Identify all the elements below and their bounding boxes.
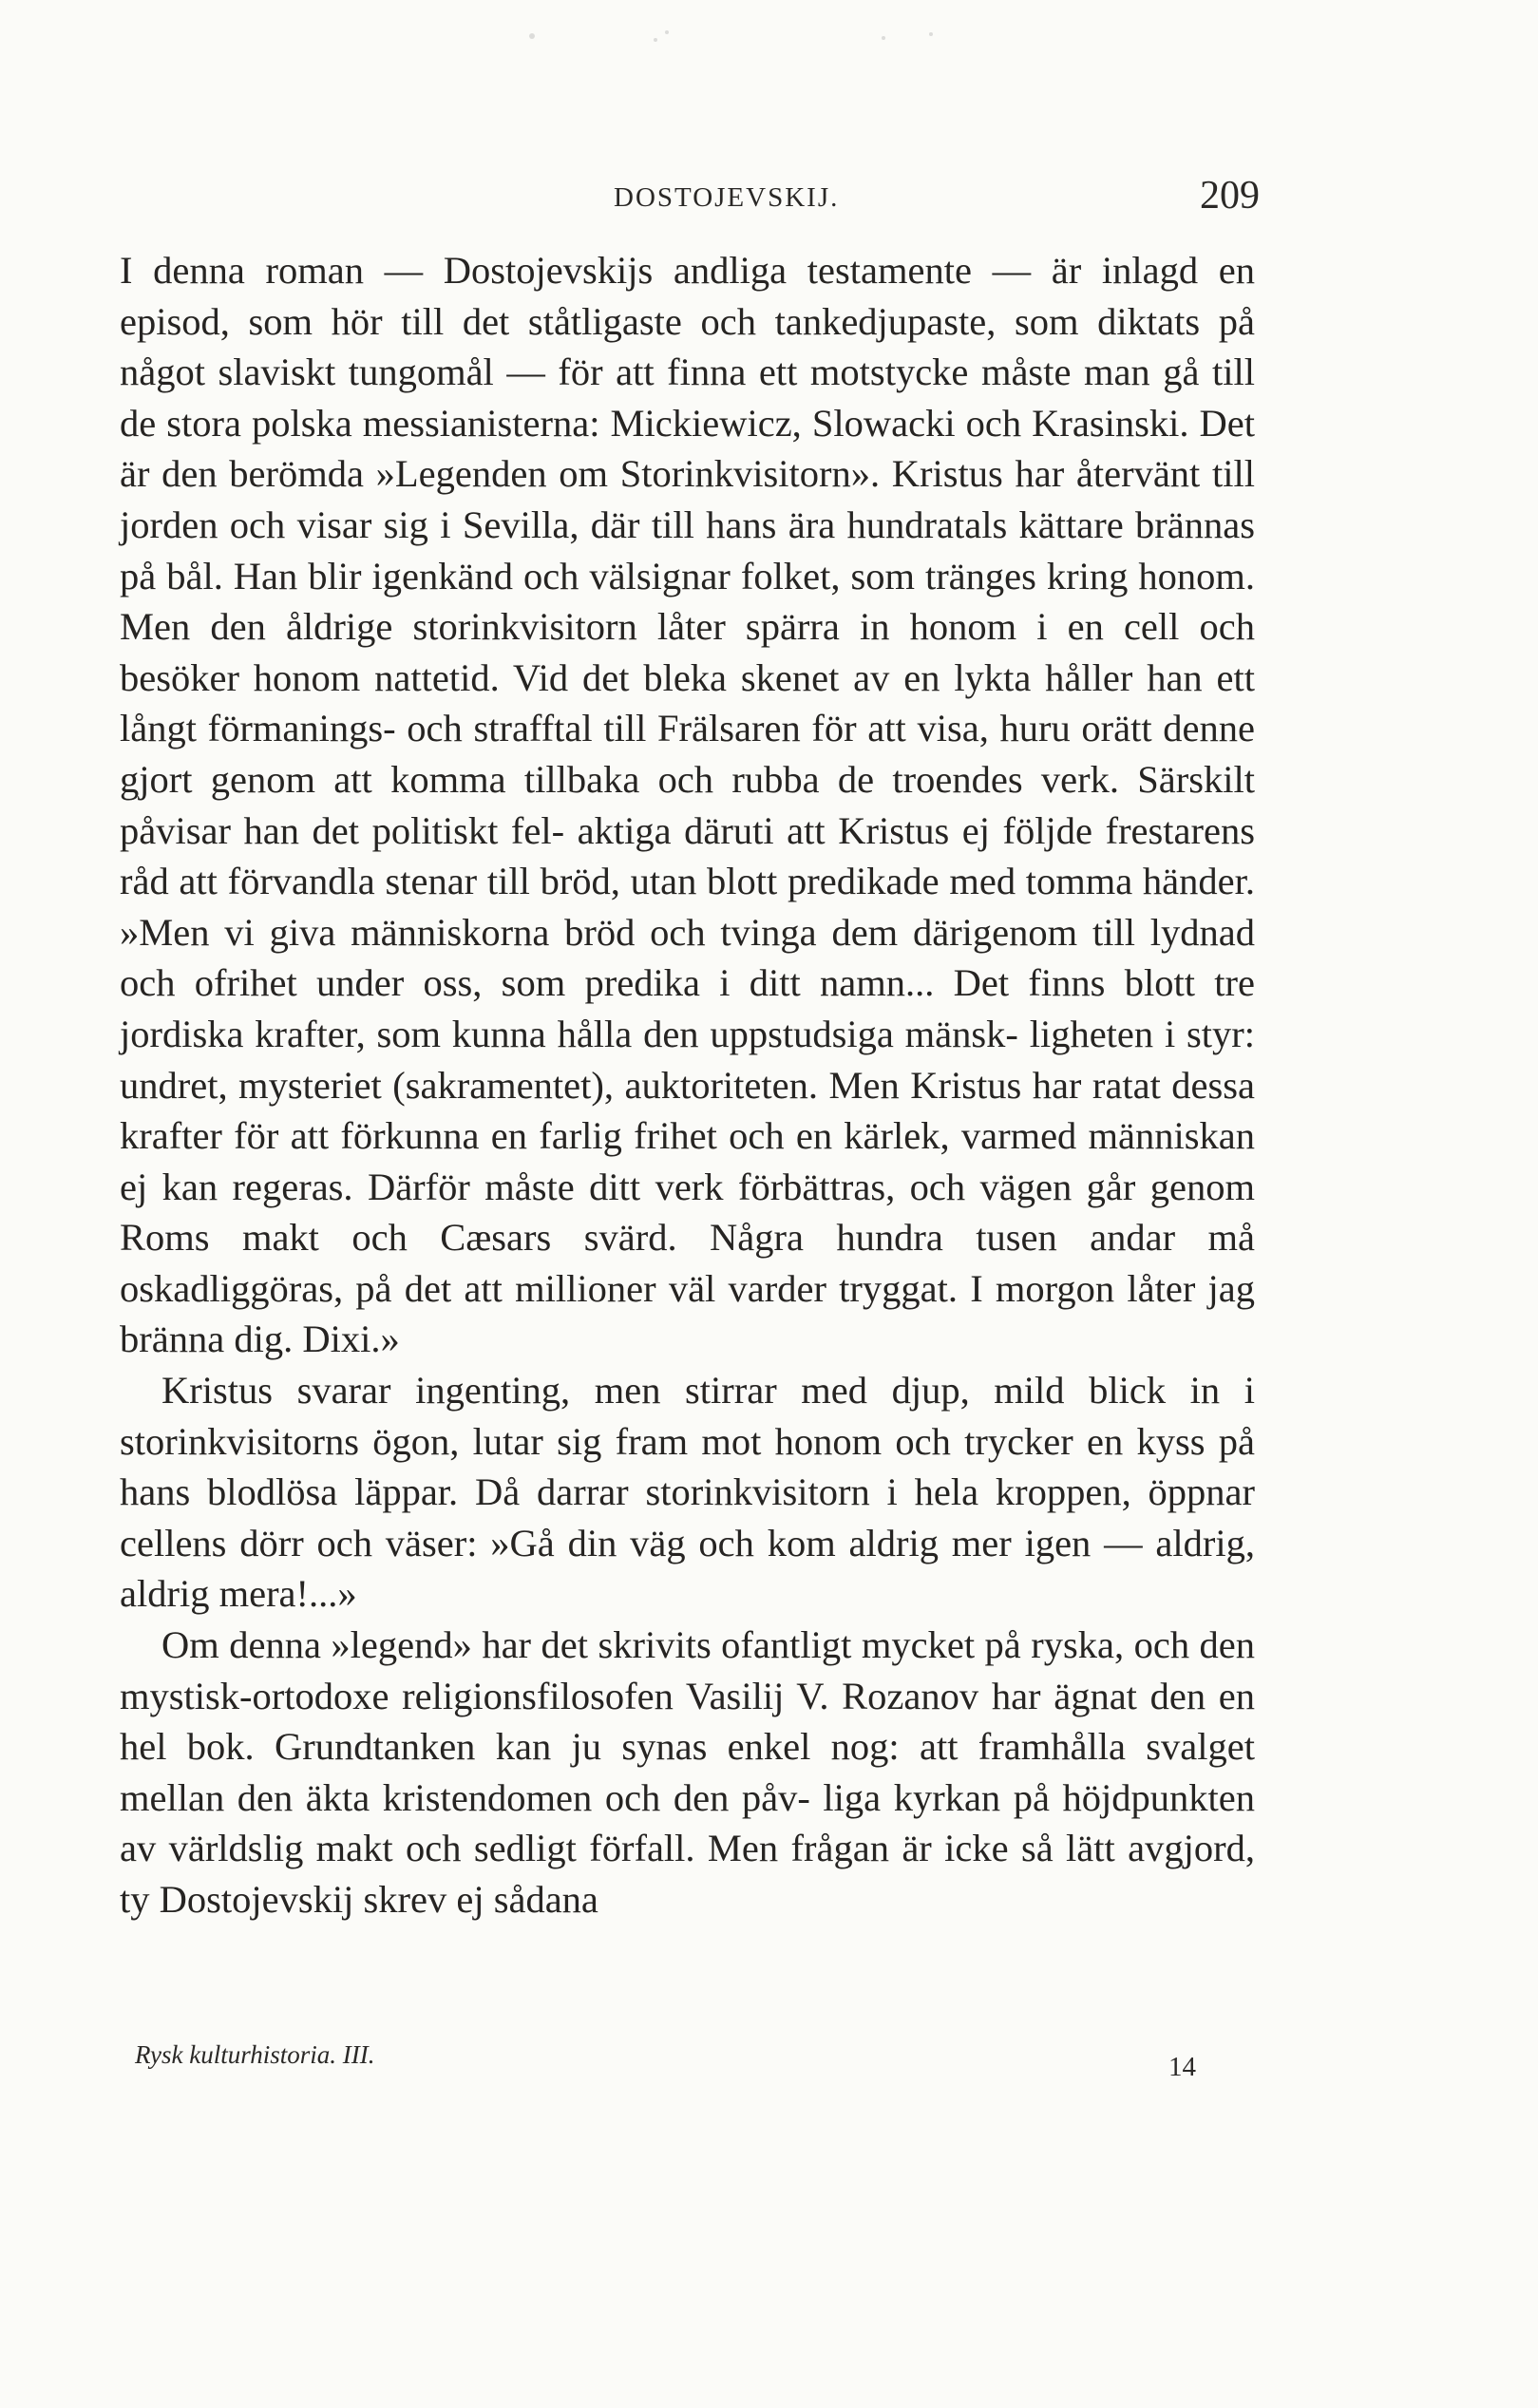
- text-line: en episod, som hör till det ståtligaste och tankedjupaste, som: [120, 249, 1255, 343]
- text-line: och en kärlek, varmed människan ej kan regeras. Därför måste: [120, 1114, 1255, 1208]
- running-title: DOSTOJEVSKIJ.: [614, 182, 840, 213]
- text-line: Kristus svarar ingenting, men stirrar med djup, mild blick in: [161, 1369, 1221, 1413]
- text-line: och besöker honom nattetid. Vid det bleka skenet av en lykta: [120, 605, 1256, 699]
- page-number: 209: [1200, 174, 1260, 218]
- text-line: att framhålla svalget mellan den äkta kristendomen och den påv-: [120, 1725, 1256, 1819]
- text-line: måste man gå till de stora polska messianisterna: Mickiewicz,: [120, 351, 1255, 445]
- text-line: kom aldrig mer igen — aldrig, aldrig mera!...»: [120, 1521, 1255, 1616]
- text-line: aktiga däruti att Kristus ej följde frestarens råd att förvandla: [120, 808, 1255, 903]
- text-line: och ofrihet under oss, som predika i ditt namn... Det finns: [120, 961, 1106, 1005]
- paragraph: [120, 245, 1255, 1365]
- text-line: håller han ett långt förmanings- och strafftal till Frälsaren för: [120, 655, 1256, 750]
- paragraph: [120, 1365, 1255, 1620]
- print-specks: [513, 19, 1045, 57]
- body-text: [120, 245, 1255, 1925]
- text-line: Kristus har ratat dessa krafter för att förkunna en farlig frihet: [120, 1063, 1256, 1158]
- text-line: svärd. Några hundra tusen andar må oskadliggöras, på det att: [120, 1216, 1256, 1310]
- text-line: i storinkvisitorns ögon, lutar sig fram mot honom och trycker: [120, 1369, 1255, 1463]
- text-line: ditt verk förbättras, och vägen går genom Roms makt och Cæsars: [120, 1165, 1255, 1260]
- signature-mark: 14: [1168, 2052, 1196, 2082]
- text-line: blir igenkänd och välsignar folket, som tränges kring honom.: [308, 554, 1255, 597]
- text-line: Sevilla, där till hans ära hundratals kättare brännas på bål. Han: [120, 502, 1256, 597]
- text-line: Om denna »legend» har det skrivits ofantligt mycket på ryska,: [161, 1623, 1125, 1667]
- text-line: millioner väl varder tryggat. I morgon låter jag bränna dig. Dixi.»: [120, 1266, 1256, 1361]
- footer-source: Rysk kulturhistoria. III.: [135, 2040, 375, 2069]
- text-line: I denna roman — Dostojevskijs andliga testamente — är inlagd: [120, 249, 1199, 292]
- paragraph: [120, 1620, 1255, 1925]
- text-line: Slowacki och Krasinski. Det är den berömda »Legenden om: [120, 401, 1256, 496]
- text-line: diktats på något slaviskt tungomål — för att finna ett motstycke: [120, 299, 1255, 394]
- text-line: rubba de troendes verk. Särskilt påvisar han det politiskt fel-: [120, 757, 1255, 852]
- text-line: och den mystisk-ortodoxe religionsfilosofen Vasilij V. Rozanov: [120, 1623, 1256, 1717]
- text-line: Men frågan är icke så lätt avgjord, ty Dostojevskij skrev ej sådana: [120, 1827, 1255, 1921]
- text-line: en kyss på hans blodlösa läppar. Då darrar storinkvisitorn i: [120, 1419, 1256, 1514]
- page-footer: [135, 2040, 1196, 2097]
- text-line: ligheten i styr: undret, mysteriet (sakramentet), auktoriteten. Men: [120, 1012, 1256, 1107]
- text-line: hela kroppen, öppnar cellens dörr och väser: »Gå din väg och: [120, 1470, 1255, 1564]
- text-line: har ägnat den en hel bok. Grundtanken kan ju synas enkel nog:: [120, 1674, 1256, 1769]
- text-line: att visa, huru orätt denne gjort genom att komma tillbaka och: [120, 707, 1256, 801]
- text-line: Storinkvisitorn». Kristus har återvänt till jorden och visar sig i: [120, 452, 1255, 546]
- text-line: stenar till bröd, utan blott predikade med tomma händer. »Men: [120, 860, 1256, 954]
- page-header: [120, 173, 1260, 230]
- text-line: Men den åldrige storinkvisitorn låter spärra in honom i en cell: [120, 605, 1180, 649]
- text-line: vi giva människorna bröd och tvinga dem därigenom till lydnad: [224, 910, 1255, 954]
- text-line: liga kyrkan på höjdpunkten av världslig makt och sedligt förfall.: [120, 1775, 1255, 1870]
- text-line: blott tre jordiska krafter, som kunna hålla den uppstudsiga mänsk-: [120, 961, 1255, 1055]
